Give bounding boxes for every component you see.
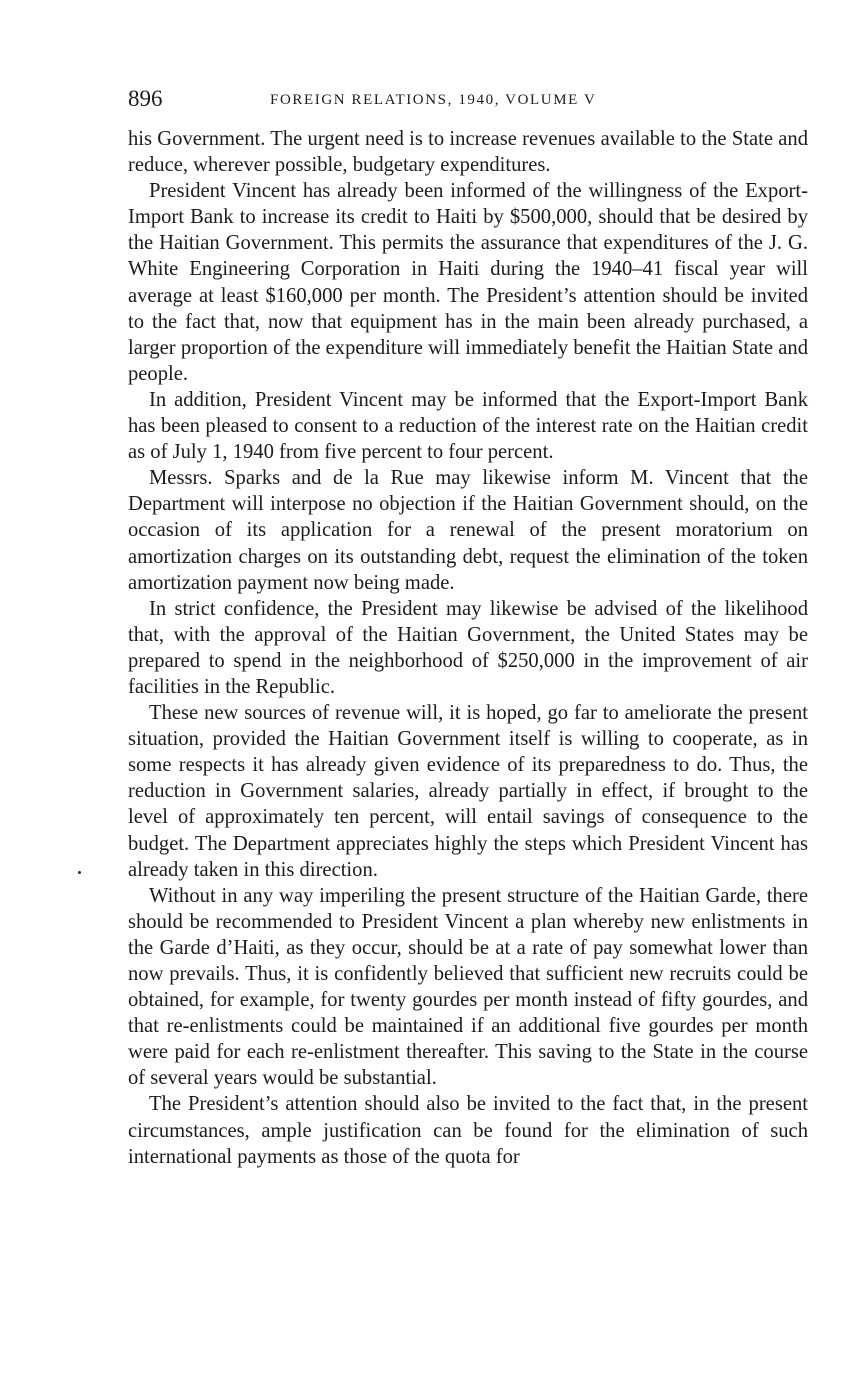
paragraph-revenue-sources: These new sources of revenue will, it is hoped, go far to ameliorate the present situation, provided the Haitian Government itself is willing to cooperate, as in some respects it has already given evidence of its preparedness to do. Thus, the reduction in Government salaries, already partially in effect, if brought to the level of approximately ten percent, will entail savings of consequence to the budget. The Department appreciates highly the steps which President Vincent has already taken in this direction. bbox=[128, 702, 808, 881]
paragraph-interest-rate: In addition, President Vincent may be informed that the Export-Import Bank has been pleased to consent to a reduction of the interest rate on the Haitian credit as of July 1, 1940 from five percent to four percent. bbox=[128, 388, 808, 464]
document-page bbox=[128, 84, 808, 1170]
paragraph-continued: his Government. The urgent need is to increase revenues available to the State and reduce, wherever possible, budgetary expenditures. bbox=[128, 128, 808, 177]
paragraph-air-facilities: In strict confidence, the President may likewise be advised of the likelihood that, with the approval of the Haitian Government, the United States may be prepared to spend in the neighborhood of $250,000 in the improvement of air facilities in the Republic. bbox=[128, 597, 808, 698]
running-head: FOREIGN RELATIONS, 1940, VOLUME V bbox=[270, 92, 597, 108]
page-number: 896 bbox=[128, 86, 163, 111]
margin-mark bbox=[78, 871, 81, 874]
page-header bbox=[128, 84, 808, 114]
paragraph-amortization: Messrs. Sparks and de la Rue may likewise inform M. Vincent that the Department will interpose no objection if the Haitian Government should, on the occasion of its application for a renewal of the present moratorium on amortization charges on its outstanding debt, request the elimination of the token amortization payment now being made. bbox=[128, 467, 808, 594]
body-text bbox=[128, 126, 808, 1170]
paragraph-international-payments: The President’s attention should also be invited to the fact that, in the present circumstances, ample justification can be found for the elimination of such international payments as those of the quota for bbox=[128, 1093, 808, 1168]
paragraph-export-import-credit: President Vincent has already been informed of the willingness of the Export-Import Bank to increase its credit to Haiti by $500,000, should that be desired by the Haitian Government. This permits the assurance that expenditures of the J. G. White Engineering Corporation in Haiti during the 1940–41 fiscal year will average at least $160,000 per month. The President’s attention should be invited to the fact that, now that equipment has in the main been already purchased, a larger proportion of the expenditure will immediately benefit the Haitian State and people. bbox=[128, 180, 808, 385]
paragraph-garde-enlistments: Without in any way imperiling the present structure of the Haitian Garde, there should be recommended to President Vincent a plan whereby new enlistments in the Garde d’Haiti, as they occur, should be at a rate of pay somewhat lower than now prevails. Thus, it is confidently believed that sufficient new recruits could be obtained, for example, for twenty gourdes per month instead of fifty gourdes, and that re-enlistments could be maintained if an additional five gourdes per month were paid for each re-enlistment thereafter. This saving to the State in the course of several years would be substantial. bbox=[128, 884, 808, 1090]
